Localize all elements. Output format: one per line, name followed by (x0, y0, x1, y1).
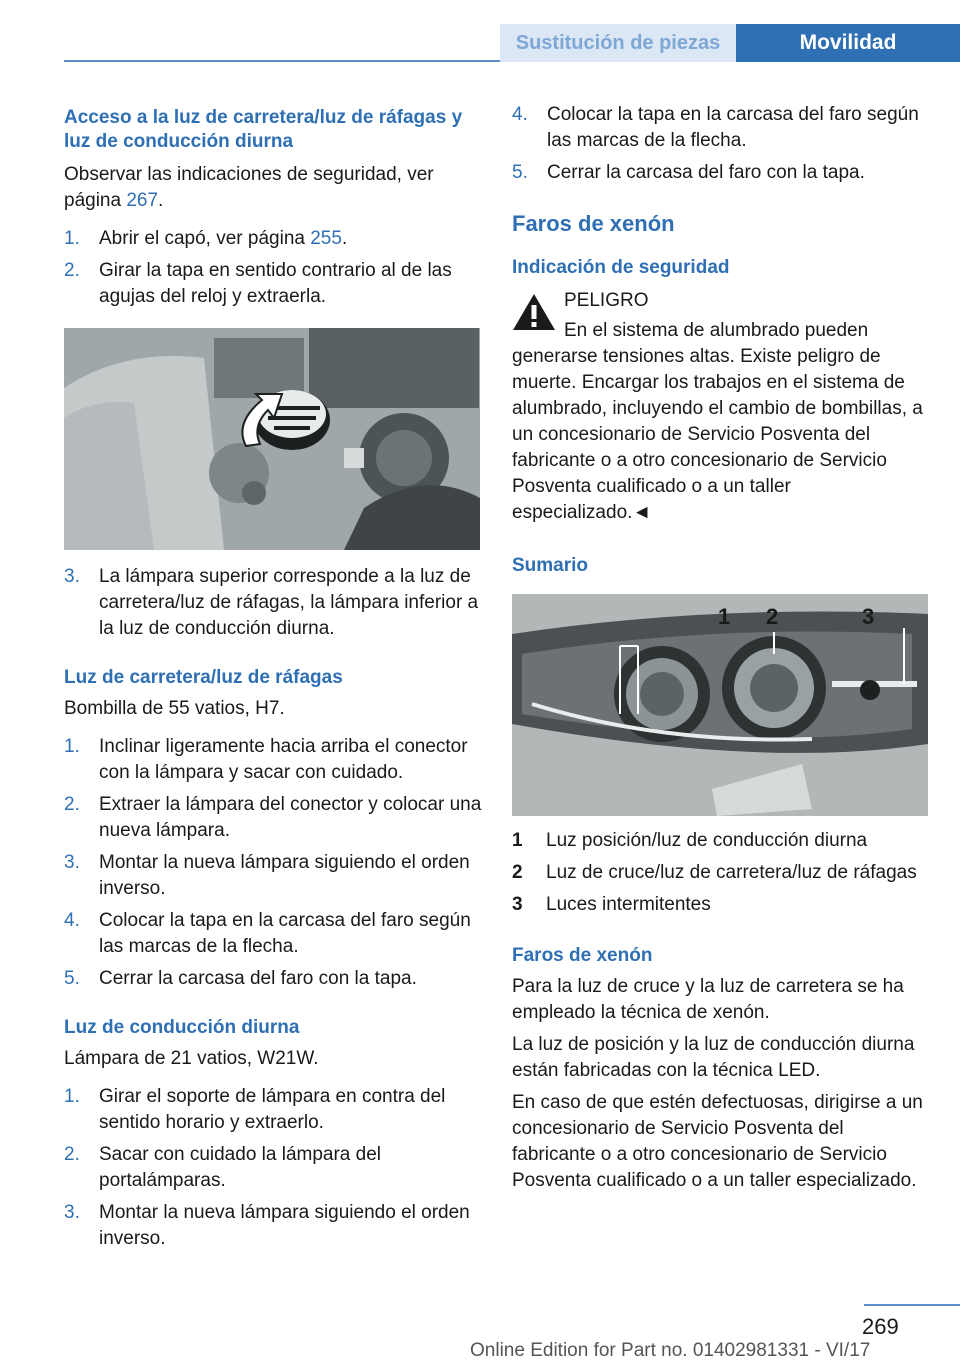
list-item: 1. Girar el soporte de lámpara en contra del sentido horario y extraerlo. (64, 1086, 446, 1133)
footer-edition: Online Edition for Part no. 01402981331 - VI/17 (470, 1340, 871, 1361)
legend-list (512, 828, 932, 918)
hood-page-link[interactable]: 255 (310, 228, 342, 249)
legend-item: 1 Luz posición/luz de conducción diurna (512, 830, 868, 851)
list-item: 3. Montar la nueva lámpara siguiendo el orden inverso. (64, 1202, 470, 1249)
list-item: 1. Abrir el capó, ver página 255. (64, 228, 348, 249)
paragraph: En caso de que estén defectuosas, dirigirse a un concesionario de Servicio Posventa del fabricante o a otro concesionario de Servicio Posventa cualificado o a un taller especializado. (512, 1092, 923, 1191)
high-beam-bulb: Bombilla de 55 vatios, H7. (64, 698, 285, 719)
list-item: 2. Sacar con cuidado la lámpara del portalámparas. (64, 1144, 382, 1191)
steps-cover (512, 102, 932, 186)
warning-text: En el sistema de alumbrado pueden generarse tensiones altas. Existe peligro de muerte. Encargar los trabajos en el sistema de alumbrado, incluyendo el cambio de bombillas, a un concesionario de Servicio Posventa del fabricante o a otro concesionario de Servicio Posventa cualificado o a un taller especializado.◄ (512, 320, 923, 523)
headlight-cover-photo (64, 328, 480, 550)
paragraph: Para la luz de cruce y la luz de carretera se ha empleado la técnica de xenón. (512, 976, 904, 1023)
callout-label: 1 (718, 604, 731, 629)
headlight-illustration (512, 594, 928, 816)
steps-high-beam (64, 734, 482, 992)
callout-label: 3 (862, 604, 875, 629)
list-item: 5. Cerrar la carcasa del faro con la tapa. (64, 968, 417, 989)
list-item: 3. Montar la nueva lámpara siguiendo el orden inverso. (64, 852, 470, 899)
headlight-overview-photo (512, 594, 928, 816)
heading-drl: Luz de conducción diurna (64, 1017, 300, 1038)
steps-access-cont (64, 564, 482, 642)
heading-high-beam: Luz de carretera/luz de ráfagas (64, 667, 343, 688)
legend-item: 2 Luz de cruce/luz de carretera/luz de ráfagas (512, 862, 917, 883)
left-column (64, 100, 482, 1252)
safety-page-link[interactable]: 267 (126, 190, 159, 211)
paragraph: La luz de posición y la luz de conducción diurna están fabricadas con la técnica LED. (512, 1034, 915, 1081)
header-section: Sustitución de piezas (500, 24, 736, 62)
list-item: 4. Colocar la tapa en la carcasa del faro según las marcas de la flecha. (64, 910, 471, 957)
list-item: 3. La lámpara superior corresponde a la luz de carretera/luz de ráfagas, la lámpara inferior a la luz de conducción diurna. (64, 566, 479, 639)
warning-title: PELIGRO (564, 290, 649, 311)
list-item: 5. Cerrar la carcasa del faro con la tapa. (512, 162, 865, 183)
header-chapter: Movilidad (736, 24, 960, 62)
drl-bulb: Lámpara de 21 vatios, W21W. (64, 1048, 319, 1069)
list-item: 1. Inclinar ligeramente hacia arriba el conector con la lámpara y sacar con cuidado. (64, 736, 468, 783)
callout-label: 2 (766, 604, 779, 629)
list-item: 4. Colocar la tapa en la carcasa del faro según las marcas de la flecha. (512, 104, 919, 151)
page-number: 269 (862, 1314, 899, 1339)
steps-access (64, 226, 482, 310)
right-column (512, 100, 932, 1194)
safety-note: Observar las indicaciones de seguridad, ver página 267. (64, 164, 434, 211)
heading-safety: Indicación de seguridad (512, 257, 730, 278)
danger-warning (512, 288, 932, 314)
heading-xenon: Faros de xenón (512, 211, 675, 236)
heading-xenon-lights: Faros de xenón (512, 945, 653, 966)
heading-summary: Sumario (512, 555, 589, 576)
steps-drl (64, 1084, 482, 1252)
list-item: 2. Girar la tapa en sentido contrario al de las agujas del reloj y extraerla. (64, 260, 452, 307)
list-item: 2. Extraer la lámpara del conector y colocar una nueva lámpara. (64, 794, 482, 841)
legend-item: 3 Luces intermitentes (512, 894, 711, 915)
warning-triangle-icon (512, 292, 556, 332)
heading-access: Acceso a la luz de carretera/luz de ráfagas y luz de conducción diurna (64, 107, 463, 152)
footer-rule (864, 1304, 960, 1306)
engine-bay-illustration (64, 328, 480, 550)
